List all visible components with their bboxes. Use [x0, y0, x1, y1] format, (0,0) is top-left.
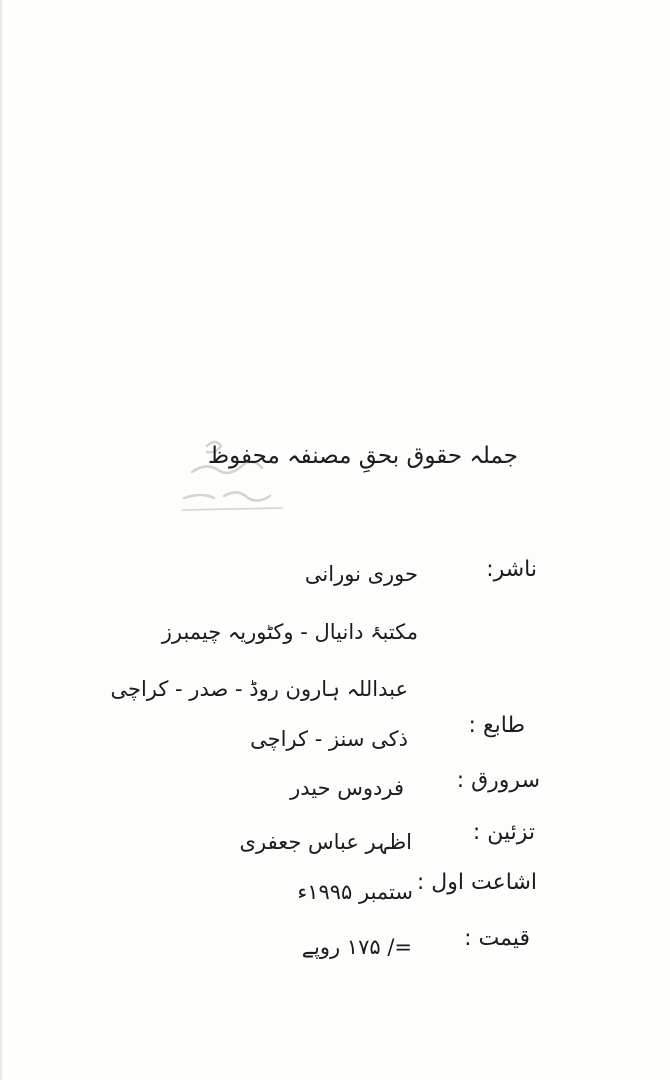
price-value: =/ ۱۷۵ روپے: [301, 935, 412, 959]
publisher-address-line-1: مکتبۂ دانیال - وکٹوریہ چیمبرز: [161, 620, 418, 644]
printer-value: ذکی سنز - کراچی: [250, 727, 408, 751]
cover-designer-label: سرورق :: [456, 768, 540, 793]
first-edition-date: ستمبر ۱۹۹۵ء: [297, 880, 413, 904]
copyright-notice: جملہ حقوق بحقِ مصنفہ محفوظ: [207, 443, 518, 469]
cover-designer-value: فردوس حیدر: [290, 776, 404, 800]
decoration-value: اظہر عباس جعفری: [239, 830, 412, 854]
publisher-name: حوری نورانی: [304, 562, 418, 586]
publisher-label: ناشر:: [486, 557, 537, 582]
first-edition-label: اشاعت اول :: [416, 870, 537, 895]
decoration-label: تزئین :: [472, 820, 535, 845]
price-label: قیمت :: [464, 926, 530, 951]
publisher-address-line-2: عبداللہ ہارون روڈ - صدر - کراچی: [110, 677, 408, 701]
printer-label: طابع :: [468, 713, 525, 738]
